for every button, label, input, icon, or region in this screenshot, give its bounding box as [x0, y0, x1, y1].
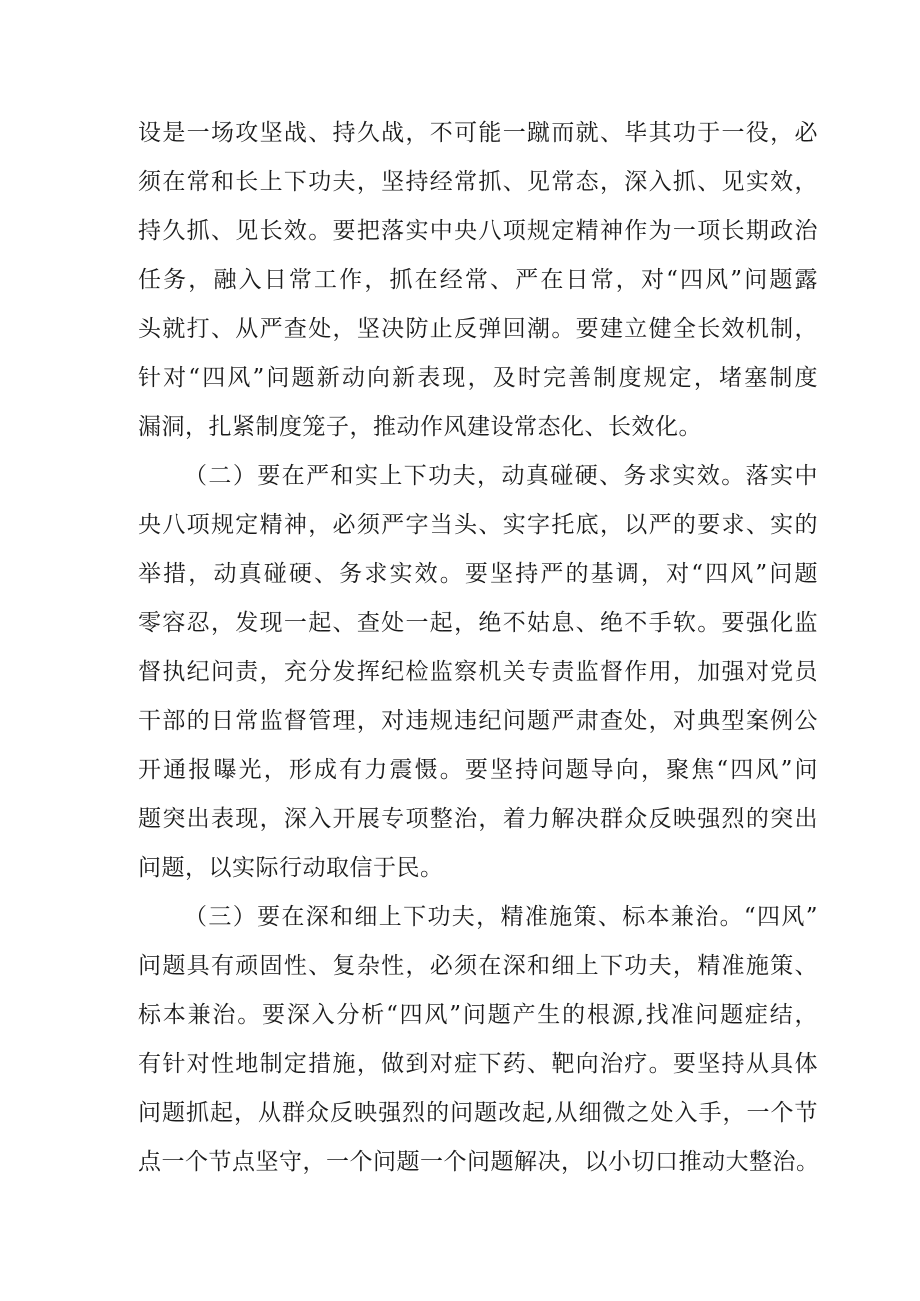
body-text-line: 设是一场攻坚战、持久战，不可能一蹴而就、毕其功于一役，必	[138, 120, 818, 146]
section-heading-line: （三）要在深和细上下功夫，精准施策、标本兼治。“四风”	[184, 904, 818, 930]
body-text-line: 持久抓、见长效。要把落实中央八项规定精神作为一项长期政治	[138, 218, 818, 244]
body-text-line: 问题具有顽固性、复杂性，必须在深和细上下功夫，精准施策、	[138, 953, 818, 979]
body-text-line: 须在常和长上下功夫，坚持经常抓、见常态，深入抓、见实效，	[138, 169, 818, 195]
section-heading-line: （二）要在严和实上下功夫，动真碰硬、务求实效。落实中	[184, 463, 818, 489]
body-text-line: 任务，融入日常工作，抓在经常、严在日常，对“四风”问题露	[138, 267, 818, 293]
body-text-line: 督执纪问责，充分发挥纪检监察机关专责监督作用，加强对党员	[138, 659, 818, 685]
body-text-line: 标本兼治。要深入分析“四风”问题产生的根源,找准问题症结，	[138, 1002, 818, 1028]
body-text-line: 有针对性地制定措施，做到对症下药、靶向治疗。要坚持从具体	[138, 1051, 818, 1077]
body-text-line: 零容忍，发现一起、查处一起，绝不姑息、绝不手软。要强化监	[138, 610, 818, 636]
body-text-line: 开通报曝光，形成有力震慑。要坚持问题导向，聚焦“四风”问	[138, 757, 818, 783]
body-text-line: 针对“四风”问题新动向新表现，及时完善制度规定，堵塞制度	[138, 365, 818, 391]
body-text-line: 问题抓起，从群众反映强烈的问题改起,从细微之处入手，一个节	[138, 1100, 818, 1126]
body-text-line: 漏洞，扎紧制度笼子，推动作风建设常态化、长效化。	[138, 414, 702, 440]
body-text-line: 干部的日常监督管理，对违规违纪问题严肃查处，对典型案例公	[138, 708, 818, 734]
body-text-line: 头就打、从严查处，坚决防止反弹回潮。要建立健全长效机制，	[138, 316, 818, 342]
body-text-line: 问题，以实际行动取信于民。	[138, 855, 444, 881]
body-text-line: 点一个节点坚守，一个问题一个问题解决，以小切口推动大整治。	[138, 1149, 820, 1175]
body-text-line: 举措，动真碰硬、务求实效。要坚持严的基调，对“四风”问题	[138, 561, 818, 587]
body-text-line: 央八项规定精神，必须严字当头、实字托底，以严的要求、实的	[138, 512, 818, 538]
body-text-line: 题突出表现，深入开展专项整治，着力解决群众反映强烈的突出	[138, 806, 818, 832]
